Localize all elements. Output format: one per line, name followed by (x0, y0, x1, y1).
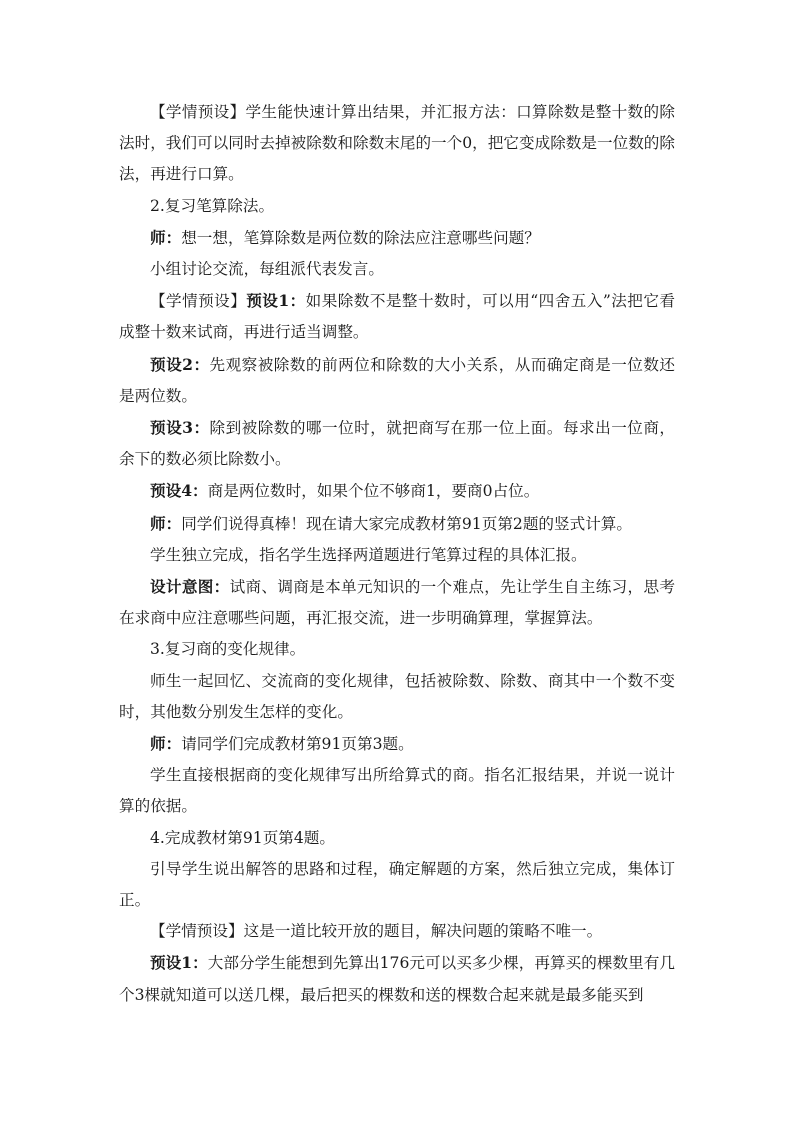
paragraph-text: 大部分学生能想到先算出176元可以买多少棵，再算买的棵数里有几个3棵就知道可以送几棵，最后把买的棵数和送的棵数合起来就是最多能买到 (119, 954, 676, 1004)
paragraph-12 (119, 634, 675, 665)
paragraph-text: 师生一起回忆、交流商的变化规律，包括被除数、除数、商其中一个数不变时，其他数分别发生怎样的变化。 (119, 671, 675, 721)
paragraph-text: 先观察被除数的前两位和除数的大小关系，从而确定商是一位数还是两位数。 (119, 355, 675, 405)
paragraph-5 (119, 285, 675, 348)
paragraph-text: 2.复习笔算除法。 (150, 196, 275, 215)
paragraph-lead: 预设3： (150, 418, 210, 438)
paragraph-lead: 预设2： (150, 354, 210, 374)
paragraph-14 (119, 728, 675, 760)
paragraph-19 (119, 947, 675, 1010)
paragraph-text: 同学们说得真棒！现在请大家完成教材第91页第2题的竖式计算。 (181, 514, 632, 533)
document-body (119, 97, 675, 1011)
paragraph-text: 3.复习商的变化规律。 (150, 640, 306, 659)
paragraph-11 (119, 571, 675, 634)
paragraph-lead: 预设1： (246, 291, 306, 311)
paragraph-text: 学生独立完成，指名学生选择两道题进行笔算过程的具体汇报。 (150, 545, 587, 564)
paragraph-text: 如果除数不是整十数时，可以用“四舍五入”法把它看成整十数来试商，再进行适当调整。 (119, 292, 675, 342)
paragraph-text: 请同学们完成教材第91页第3题。 (181, 735, 414, 754)
paragraph-15 (119, 760, 675, 822)
paragraph-7 (119, 412, 675, 475)
paragraph-text: 试商、调商是本单元知识的一个难点，先让学生自主练习，思考在求商中应注意哪些问题，再汇报交流，进一步明确算理，掌握算法。 (119, 578, 675, 628)
paragraph-6 (119, 349, 675, 412)
paragraph-text: 学生直接根据商的变化规律写出所给算式的商。指名汇报结果，并说一说计算的依据。 (119, 766, 675, 816)
paragraph-18 (119, 916, 675, 947)
paragraph-lead: 师： (150, 734, 182, 754)
paragraph-2 (119, 191, 675, 222)
paragraph-text: 【学情预设】学生能快速计算出结果，并汇报方法：口算除数是整十数的除法时，我们可以同时去掉被除数和除数末尾的一个0，把它变成除数是一位数的除法，再进行口算。 (119, 103, 675, 184)
paragraph-text: 引导学生说出解答的思路和过程，确定解题的方案，然后独立完成，集体订正。 (119, 859, 675, 910)
paragraph-10 (119, 540, 675, 571)
paragraph-lead: 预设1： (150, 953, 208, 973)
paragraph-text: 【学情预设】这是一道比较开放的题目，解决问题的策略不唯一。 (150, 922, 603, 941)
paragraph-text: 想一想，笔算除数是两位数的除法应注意哪些问题？ (181, 228, 540, 247)
paragraph-8 (119, 475, 675, 507)
paragraph-lead: 设计意图： (150, 577, 230, 597)
paragraph-16 (119, 823, 675, 854)
paragraph-3 (119, 222, 675, 254)
paragraph-17 (119, 854, 675, 916)
paragraph-text: 除到被除数的哪一位时，就把商写在那一位上面。每求出一位商，余下的数必须比除数小。 (119, 419, 675, 469)
paragraph-prefix: 【学情预设】 (150, 292, 247, 311)
paragraph-text: 4.完成教材第91页第4题。 (150, 828, 335, 847)
paragraph-lead: 师： (150, 227, 182, 247)
paragraph-13 (119, 666, 675, 728)
paragraph-lead: 师： (150, 513, 182, 533)
paragraph-4 (119, 254, 675, 285)
paragraph-1 (119, 97, 675, 191)
paragraph-text: 小组讨论交流，每组派代表发言。 (150, 260, 384, 279)
paragraph-text: 商是两位数时，如果个位不够商1，要商0占位。 (207, 482, 540, 501)
paragraph-9 (119, 508, 675, 540)
paragraph-lead: 预设4： (150, 481, 208, 501)
